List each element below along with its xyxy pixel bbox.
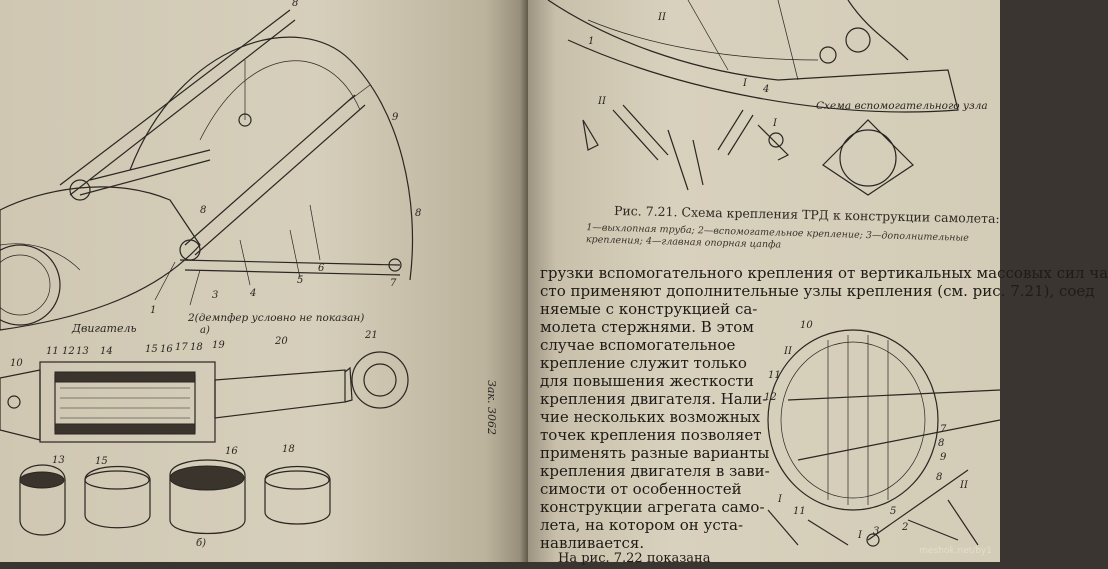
right-page [528,0,1108,566]
fig-c-label-18: 18 [282,444,295,455]
body-line: сто применяют дополнительные узлы крепления (см. рис. 7.21), соед [540,282,1095,300]
fig-7-22-label-7: 7 [940,424,947,435]
fig-b-label-17: 17 [175,342,188,353]
print-order-mark: Зак. 3062 [485,380,498,435]
fig-b-label-16: 16 [160,344,173,355]
top-fig-label-II: II [658,12,666,23]
fig-b-label-20: 20 [275,336,288,347]
fig-b-label-14: 14 [100,346,113,357]
fig-b-label-12: 12 [62,346,75,357]
body-line: грузки вспомогательного крепления от вертикальных массовых сил ча [540,264,1108,282]
fig-7-22-label-11: 11 [768,370,781,381]
fig-a-label-1: 1 [150,305,157,316]
fig-b-label-21: 21 [365,330,378,341]
body-line: молета стержнями. В этом [540,318,754,336]
fig-7-22-label-II: II [784,346,792,357]
fig-7-22-label-11-bottom: 11 [793,506,806,517]
fig-7-22-label-2: 2 [902,522,909,533]
top-fig-label-4: 4 [763,84,770,95]
fig-7-22-label-10: 10 [800,320,813,331]
fig-c-label-13: 13 [52,455,65,466]
detail-I-label: I [773,118,777,129]
body-line: крепление служит только [540,354,747,372]
fig-a-label-6: 6 [318,263,325,274]
fig-7-22-label-I: I [778,494,782,505]
body-line: конструкции агрегата само- [540,498,765,516]
body-line: крепления двигателя. Нали- [540,390,768,408]
top-fig-label-1: 1 [588,36,595,47]
fig-b-label-13: 13 [76,346,89,357]
damper-note: 2(демпфер условно не показан) [188,312,365,324]
fig-7-22-label-8-bottom: 8 [936,472,943,483]
sub-figure-b: б) [196,538,207,549]
fig-a-label-4: 4 [250,288,257,299]
body-line: точек крепления позволяет [540,426,762,444]
fig-b-label-15: 15 [145,344,158,355]
fig-b-label-10: 10 [10,358,23,369]
fig-7-22-label-I-bottom: I [858,530,862,541]
fig-a-label-8-top: 8 [292,0,299,9]
fig-7-22-label-9: 9 [940,452,947,463]
fig-a-label-9: 9 [392,112,399,123]
scheme-note: Схема вспомогательного узла [816,100,988,112]
fig-7-22-label-3: 3 [873,526,880,537]
top-fig-label-I: I [743,78,747,89]
body-line: чие нескольких возможных [540,408,761,426]
body-line: для повышения жесткости [540,372,754,390]
left-page [0,0,528,562]
fig-c-label-16: 16 [225,446,238,457]
figure-caption-title: Рис. 7.21. Схема крепления ТРД к конструкции самолета: [613,202,1000,227]
figure-7-20-drawing [0,0,528,562]
body-line: применять разные варианты [540,444,770,462]
sub-figure-a: а) [200,325,210,336]
fig-7-22-label-8: 8 [938,438,945,449]
body-line: навливается. [540,534,645,552]
body-line: крепления двигателя в зави- [540,462,770,480]
fig-a-label-5: 5 [297,275,304,286]
fig-a-label-3: 3 [212,290,219,301]
fig-b-label-11: 11 [46,346,59,357]
fig-c-label-15: 15 [95,456,108,467]
body-line: случае вспомогательное [540,336,736,354]
body-line: няемые с конструкцией са- [540,300,758,318]
fig-b-label-18: 18 [190,342,203,353]
fig-a-label-8-right: 8 [415,208,422,219]
fig-a-label-7: 7 [390,278,397,289]
body-line: симости от особенностей [540,480,742,498]
fig-7-22-label-12: 12 [764,392,777,403]
body-line: На рис. 7.22 показана [558,551,711,566]
watermark: meshok.net/by1 [919,546,992,556]
body-line: лета, на котором он уста- [540,516,744,534]
fig-7-22-label-5: 5 [890,506,897,517]
detail-II-label: II [598,96,606,107]
figure-caption-legend: 1—выхлопная труба; 2—вспомогательное крепление; 3—дополнительные крепления; 4—главная опорная цапфа [585,222,970,251]
fig-7-22-label-II-right: II [960,480,968,491]
fig-a-label-8: 8 [200,205,207,216]
engine-label: Двигатель [72,322,137,335]
fig-b-label-19: 19 [212,340,225,351]
